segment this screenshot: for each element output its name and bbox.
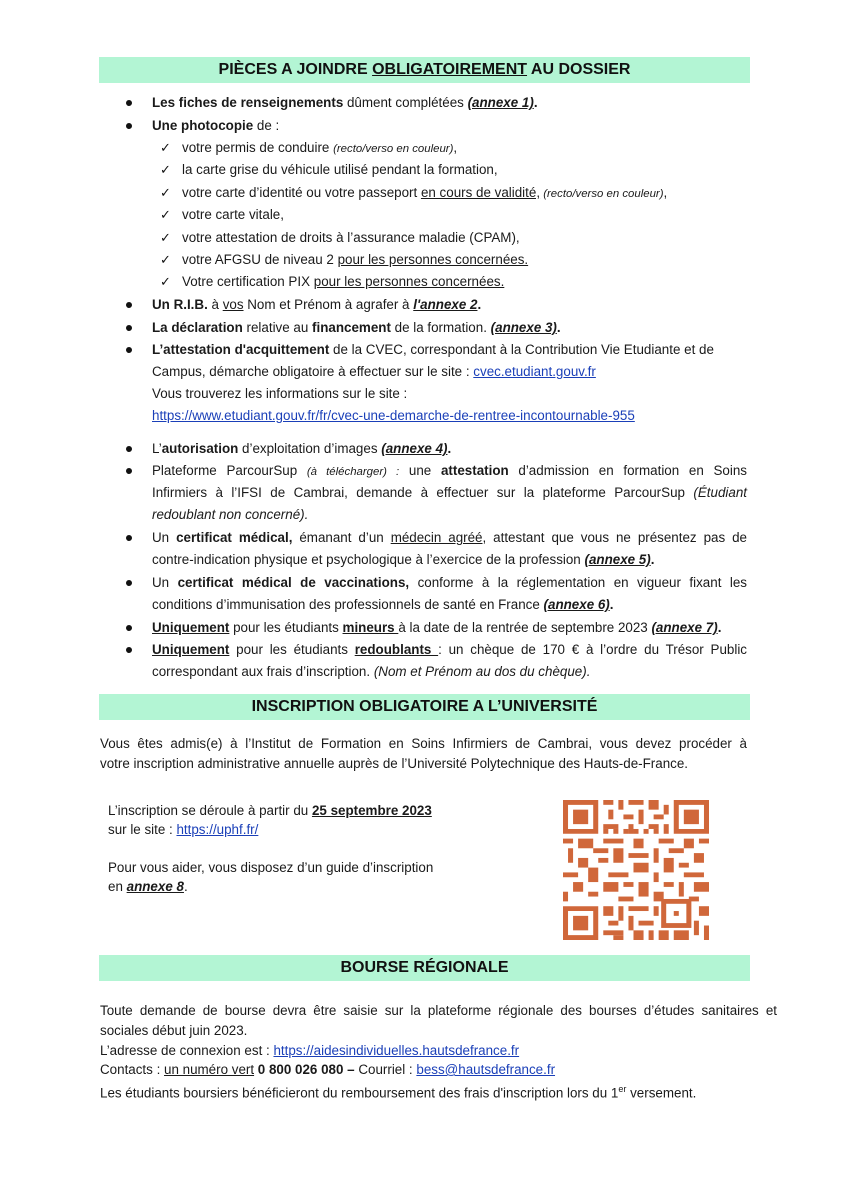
inscription-paragraph-line2: votre inscription administrative annuelle auprès de l’Université Polytechnique des Hauts-de-France. xyxy=(100,756,688,771)
checkmark-icon: ✓ xyxy=(160,185,171,200)
checkmark-icon: ✓ xyxy=(160,230,171,245)
list-item-vaccinations-line2: conditions d’immunisation des professionnels de santé en France (annexe 6). xyxy=(152,597,614,612)
checkmark-icon: ✓ xyxy=(160,274,171,289)
bullet-icon xyxy=(126,123,132,129)
sub-item-carte-grise: la carte grise du véhicule utilisé pendant la formation, xyxy=(182,162,498,177)
bourse-line5: Les étudiants boursiers bénéficieront du remboursement des frais d'inscription lors du 1er versement. xyxy=(100,1084,697,1101)
bullet-icon xyxy=(126,647,132,653)
list-item-redoublants-line2: correspondant aux frais d’inscription. (Nom et Prénom au dos du chèque). xyxy=(152,664,591,679)
hauts-de-france-link[interactable]: https://aidesindividuelles.hautsdefrance.fr xyxy=(273,1043,520,1058)
list-item-vaccinations: Un certificat médical de vaccinations, conforme à la réglementation en vigueur fixant les xyxy=(152,575,747,590)
bullet-icon xyxy=(126,100,132,106)
list-item-photocopie: Une photocopie de : xyxy=(152,118,280,133)
sub-item-carte-vitale: votre carte vitale, xyxy=(182,207,284,222)
guide-line2: en annexe 8. xyxy=(108,879,188,894)
inscription-date: L’inscription se déroule à partir du 25 septembre 2023 xyxy=(108,803,432,818)
bullet-icon xyxy=(126,535,132,541)
checkmark-icon: ✓ xyxy=(160,207,171,222)
bourse-line1: Toute demande de bourse devra être saisie sur la plateforme régionale des bourses d’études sanitaires et xyxy=(100,1003,777,1018)
section-title-bourse: BOURSE RÉGIONALE xyxy=(99,955,750,981)
bourse-line2: sociales début juin 2023. xyxy=(100,1023,248,1038)
checkmark-icon: ✓ xyxy=(160,140,171,155)
bourse-contacts: Contacts : un numéro vert 0 800 026 080 – Courriel : bess@hautsdefrance.fr xyxy=(100,1062,556,1077)
section-title-pieces: PIÈCES A JOINDRE OBLIGATOIREMENT AU DOSSIER xyxy=(99,57,750,83)
qr-code-icon[interactable] xyxy=(563,800,709,940)
list-item-parcoursup-line2: Infirmiers à l’IFSI de Cambrai, demande à effectuer sur la plateforme ParcourSup (Étudiant xyxy=(152,485,747,500)
checkmark-icon: ✓ xyxy=(160,162,171,177)
list-item-rib: Un R.I.B. à vos Nom et Prénom à agrafer à l'annexe 2. xyxy=(152,297,482,312)
email-link[interactable]: bess@hautsdefrance.fr xyxy=(416,1062,556,1077)
list-item-certificat: Un certificat médical, émanant d’un médecin agréé, attestant que vous ne présentez pas de xyxy=(152,530,747,545)
inscription-site: sur le site : https://uphf.fr/ xyxy=(108,822,259,837)
bullet-icon xyxy=(126,580,132,586)
list-item-parcoursup: Plateforme ParcourSup (à télécharger) : une attestation d’admission en formation en Soins xyxy=(152,463,747,478)
bullet-icon xyxy=(126,625,132,631)
guide-line1: Pour vous aider, vous disposez d’un guide d’inscription xyxy=(108,860,434,875)
list-item-fiches: Les fiches de renseignements dûment complétées (annexe 1). xyxy=(152,95,538,110)
bullet-icon xyxy=(126,446,132,452)
sub-item-pix: Votre certification PIX pour les personnes concernées. xyxy=(182,274,505,289)
bullet-icon xyxy=(126,347,132,353)
sub-item-afgsu: votre AFGSU de niveau 2 pour les personnes concernées. xyxy=(182,252,529,267)
list-item-parcoursup-line3: redoublant non concerné). xyxy=(152,507,309,522)
bullet-icon xyxy=(126,325,132,331)
list-item-cvec: L’attestation d'acquittement de la CVEC, correspondant à la Contribution Vie Etudiante et de xyxy=(152,342,714,357)
cvec-link[interactable]: cvec.etudiant.gouv.fr xyxy=(473,364,596,379)
list-item-cvec-line3: Vous trouverez les informations sur le site : xyxy=(152,386,408,401)
checkmark-icon: ✓ xyxy=(160,252,171,267)
cvec-info-link[interactable]: https://www.etudiant.gouv.fr/fr/cvec-une-demarche-de-rentree-incontournable-955 xyxy=(152,408,635,423)
list-item-certificat-line2: contre-indication physique et psychologique à l’exercice de la profession (annexe 5). xyxy=(152,552,655,567)
uphf-link[interactable]: https://uphf.fr/ xyxy=(176,822,259,837)
section-title-inscription: INSCRIPTION OBLIGATOIRE A L’UNIVERSITÉ xyxy=(99,694,750,720)
bullet-icon xyxy=(126,302,132,308)
list-item-cvec-line2: Campus, démarche obligatoire à effectuer sur le site : cvec.etudiant.gouv.fr xyxy=(152,364,596,379)
bourse-line3: L’adresse de connexion est : https://aidesindividuelles.hautsdefrance.fr xyxy=(100,1043,520,1058)
list-item-declaration: La déclaration relative au financement de la formation. (annexe 3). xyxy=(152,320,561,335)
list-item-redoublants: Uniquement pour les étudiants redoublants : un chèque de 170 € à l’ordre du Trésor Public xyxy=(152,642,747,657)
inscription-paragraph-line1: Vous êtes admis(e) à l’Institut de Formation en Soins Infirmiers de Cambrai, vous devez procéder à xyxy=(100,736,747,751)
bullet-icon xyxy=(126,468,132,474)
list-item-autorisation: L’autorisation d’exploitation d’images (annexe 4). xyxy=(152,441,452,456)
list-item-mineurs: Uniquement pour les étudiants mineurs à la date de la rentrée de septembre 2023 (annexe 7). xyxy=(152,620,722,635)
sub-item-cpam: votre attestation de droits à l’assurance maladie (CPAM), xyxy=(182,230,520,245)
sub-item-permis: votre permis de conduire (recto/verso en couleur), xyxy=(182,140,458,155)
sub-item-identite: votre carte d’identité ou votre passeport en cours de validité, (recto/verso en couleur), xyxy=(182,185,668,200)
list-item-cvec-line4 xyxy=(152,405,635,427)
